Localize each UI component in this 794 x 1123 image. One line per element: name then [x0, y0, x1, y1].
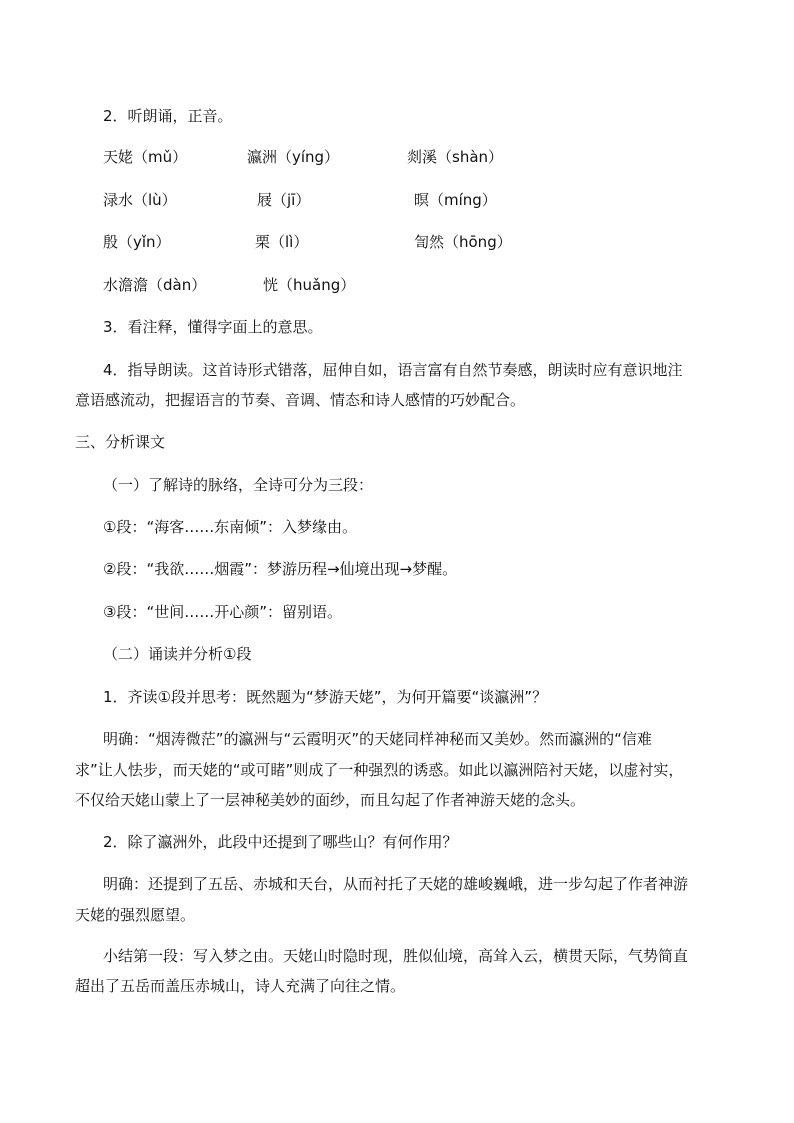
segment-2: ②段：“我欲……烟霞”：梦游历程→仙境出现→梦醒。 [103, 560, 458, 578]
pron-li: 栗（lì） [255, 233, 309, 251]
answer-2-line-1: 明确：还提到了五岳、赤城和天台，从而衬托了天姥的雄峻巍峨，进一步勾起了作者神游 [103, 875, 689, 893]
step-guide-line-1: 4．指导朗读。这首诗形式错落，屈伸自如，语言富有自然节奏感，朗读时应有意识地注 [103, 361, 683, 379]
summary-line-2: 超出了五岳而盖压赤城山，诗人充满了向往之情。 [75, 977, 406, 995]
pron-yingzhou: 瀛洲（yíng） [247, 148, 340, 166]
pron-ming: 暝（míng） [414, 191, 497, 209]
segment-1: ①段：“海客……东南倾”：入梦缘由。 [103, 518, 357, 536]
pron-yin: 殷（yǐn） [103, 233, 171, 251]
pron-dandan: 水澹澹（dàn） [103, 276, 207, 294]
pron-shanxi: 剡溪（shàn） [407, 148, 504, 166]
pron-lushui: 渌水（lù） [103, 191, 177, 209]
pron-hongran: 訇然（hōng） [414, 233, 512, 251]
segment-3: ③段：“世间……开心颜”：留别语。 [103, 603, 342, 621]
subheading-structure: （一）了解诗的脉络，全诗可分为三段： [103, 476, 374, 494]
question-2: 2．除了瀛洲外，此段中还提到了哪些山？有何作用？ [103, 833, 458, 851]
step-notes: 3．看注释，懂得字面上的意思。 [103, 318, 323, 336]
answer-2-line-2: 天姥的强烈愿望。 [75, 906, 196, 924]
step-listen: 2．听朗诵，正音。 [103, 107, 233, 125]
step-guide-line-2: 意语感流动，把握语言的节奏、音调、情态和诗人感情的巧妙配合。 [75, 391, 526, 409]
answer-1-line-2: 求”让人怯步，而天姥的“或可睹”则成了一种强烈的诱惑。如此以瀛洲陪衬天姥，以虚衬实， [75, 761, 684, 779]
summary-line-1: 小结第一段：写入梦之由。天姥山时隐时现，胜似仙境，高耸入云，横贯天际，气势简直 [103, 947, 689, 965]
pron-huang: 恍（huǎng） [263, 276, 356, 294]
section-heading-analysis: 三、分析课文 [75, 433, 166, 451]
subheading-reading: （二）诵读并分析①段 [103, 645, 252, 663]
question-1: 1．齐读①段并思考：既然题为“梦游天姥”，为何开篇要“谈瀛洲”？ [103, 688, 548, 706]
answer-1-line-3: 不仅给天姥山蒙上了一层神秘美妙的面纱，而且勾起了作者神游天姥的念头。 [75, 791, 586, 809]
answer-1-line-1: 明确：“烟涛微茫”的瀛洲与“云霞明灭”的天姥同样神秘而又美妙。然而瀛洲的“信难 [103, 730, 652, 748]
pron-tianmu: 天姥（mǔ） [103, 148, 188, 166]
pron-ji: 屐（jī） [257, 191, 311, 209]
